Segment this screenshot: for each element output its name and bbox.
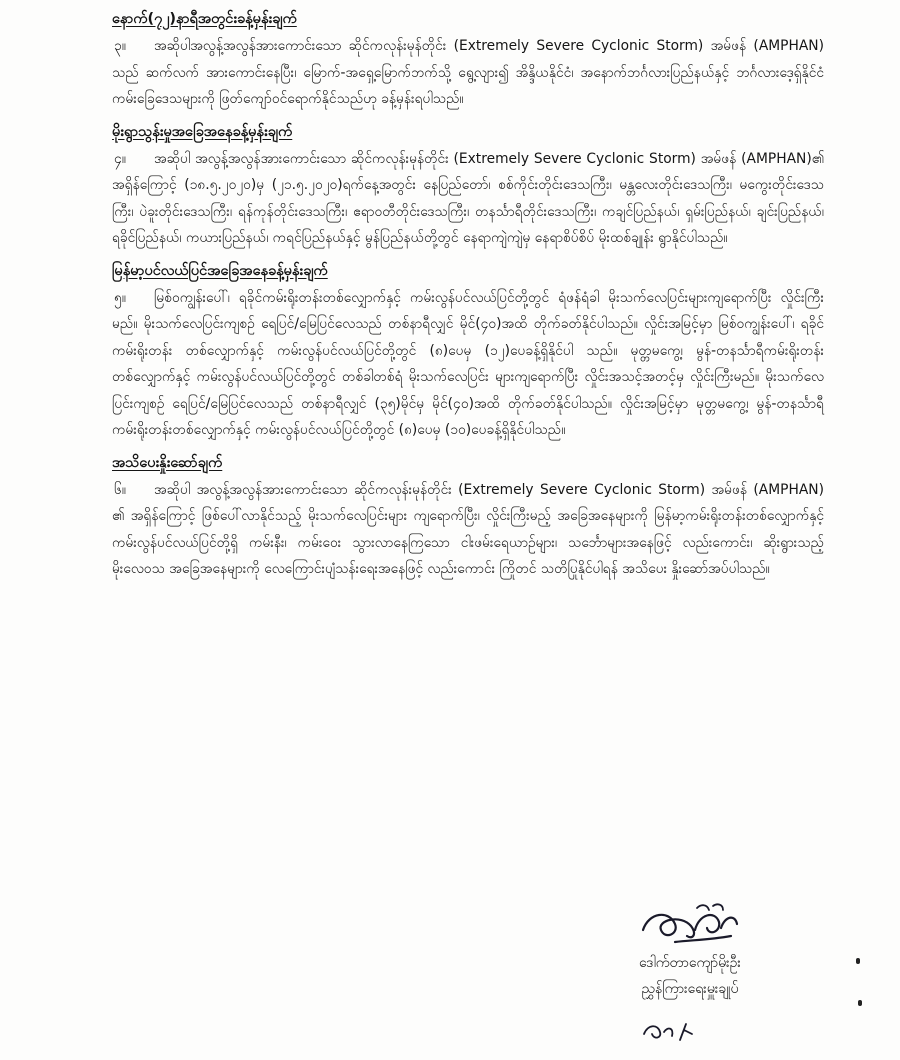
paragraph-4 xyxy=(112,146,824,252)
signature-block xyxy=(560,900,820,1002)
section-sea-forecast xyxy=(112,260,824,444)
paragraph-number: ၆။ xyxy=(114,481,126,498)
paragraph-number: ၃။ xyxy=(114,38,126,54)
paragraph-text: မြစ်ဝကျွန်းပေါ်၊ ရခိုင်ကမ်းရိုးတန်းတစ်လျှောက်နှင့် ကမ်းလွန်ပင်လယ်ပြင်တို့တွင် ရံဖန်ရံခါ မိုးသက်လေပြင်းများကျရောက်ပြီး လှိုင်းကြီးမည်။ မိုးသက်လေပြင်းကျစဉ် ရေပြင်/မြေပြင်လေသည် တစ်နာရီလျှင် မိုင်(၄၀)အထိ တိုက်ခတ်နိုင်ပါသည်။ လှိုင်းအမြင့်မှာ မြစ်ဝကျွန်းပေါ်၊ ရခိုင်ကမ်းရိုးတန်း တစ်လျှောက်နှင့် ကမ်းလွန်ပင်လယ်ပြင်တို့တွင် (၈)ပေမှ (၁၂)ပေခန့်ရှိနိုင်ပါ သည်။ မုတ္တမကွေ့၊ မွန်-တနင်္သာရီကမ်းရိုးတန်းတစ်လျှောက်နှင့် ကမ်းလွန်ပင်လယ်ပြင်တို့တွင် တစ်ခါတစ်ရံ မိုးသက်လေပြင်း များကျရောက်ပြီး လှိုင်းအသင့်အတင့်မှ လှိုင်းကြီးမည်။ မိုးသက်လေပြင်းကျစဉ် ရေပြင်/မြေပြင်လေသည် တစ်နာရီလျှင် (၃၅)မိုင်မှ မိုင်(၄၀)အထိ တိုက်ခတ်နိုင်ပါသည်။ လှိုင်းအမြင့်မှာ မုတ္တမကွေ့၊ မွန်-တနင်္သာရီ ကမ်းရိုးတန်းတစ်လျှောက်နှင့် ကမ်းလွန်ပင်လယ်ပြင်တို့တွင် (၈)ပေမှ (၁၀)ပေခန့်ရှိနိုင်ပါသည်။ xyxy=(112,289,824,438)
handwritten-signature xyxy=(635,900,745,950)
paragraph-6 xyxy=(112,477,824,583)
paragraph-number: ၅။ xyxy=(114,289,126,306)
paragraph-text: အဆိုပါအလွန့်အလွန်အားကောင်းသော ဆိုင်ကလုန်းမုန်တိုင်း (Extremely Severe Cyclonic Storm) အမ်ဖန် (AMPHAN) သည် ဆက်လက် အားကောင်းနေပြီး၊ မြောက်-အရှေ့မြောက်ဘက်သို့ ရွေ့လျား၍ အိန္ဒိယနိုင်ငံ၊ အနောက်ဘင်္ဂလားပြည်နယ်နှင့် ဘင်္ဂလားဒေ့ရှ်နိုင်ငံ ကမ်းခြေဒေသများကို ဖြတ်ကျော်ဝင်ရောက်နိုင်သည်ဟု ခန့်မှန်းရပါသည်။ xyxy=(112,38,824,107)
signatory-name: ဒေါက်တာကျော်မိုးဦး xyxy=(638,955,741,971)
paragraph-text: အဆိုပါ အလွန့်အလွန်အားကောင်းသော ဆိုင်ကလုန်းမုန်တိုင်း (Extremely Severe Cyclonic Storm) အမ်ဖန် (AMPHAN)၏ အရှိန်ကြောင့် (၁၈.၅.၂၀၂၀)မှ (၂၁.၅.၂၀၂၀)ရက်နေ့အတွင်း နေပြည်တော်၊ စစ်ကိုင်းတိုင်းဒေသကြီး၊ မန္တလေးတိုင်းဒေသကြီး၊ မကွေးတိုင်းဒေသကြီး၊ ပဲခူးတိုင်းဒေသကြီး၊ ရန်ကုန်တိုင်းဒေသကြီး၊ ဧရာဝတီတိုင်းဒေသကြီး၊ တနင်္သာရီတိုင်းဒေသကြီး၊ ကချင်ပြည်နယ်၊ ရှမ်းပြည်နယ်၊ ချင်းပြည်နယ်၊ ရခိုင်ပြည်နယ်၊ ကယားပြည်နယ်၊ ကရင်ပြည်နယ်နှင့် မွန်ပြည်နယ်တို့တွင် နေရာကျဲကျဲမှ နေရာစိပ်စိပ် မိုးထစ်ချုန်း ရွာနိုင်ပါသည်။ xyxy=(112,150,824,246)
signatory-title: ညွှန်ကြားရေးမှူးချုပ် xyxy=(641,981,739,997)
section-heading: မြန်မာ့ပင်လယ်ပြင်အခြေအနေခန့်မှန်းချက် xyxy=(112,262,328,279)
section-warning xyxy=(112,452,824,583)
section-heading: နောက်(၇၂)နာရီအတွင်းခန့်မှန်းချက် xyxy=(112,11,297,27)
section-heading: မိုးရွာသွန်းမှုအခြေအနေခန့်မှန်းချက် xyxy=(112,123,293,140)
document-body xyxy=(112,8,824,591)
section-rainfall-forecast xyxy=(112,121,824,252)
section-72-hour-forecast xyxy=(112,8,824,113)
section-heading: အသိပေးနှိုးဆော်ချက် xyxy=(112,454,223,471)
scan-mark xyxy=(858,1000,862,1006)
paragraph-text: အဆိုပါ အလွန့်အလွန်အားကောင်းသော ဆိုင်ကလုန်းမုန်တိုင်း (Extremely Severe Cyclonic Storm) အမ်ဖန် (AMPHAN) ၏ အရှိန်ကြောင့် ဖြစ်ပေါ်လာနိုင်သည့် မိုးသက်လေပြင်းများ ကျရောက်ပြီး၊ လှိုင်းကြီးမည့် အခြေအနေများကို မြန်မာ့ကမ်းရိုးတန်းတစ်လျှောက်နှင့် ကမ်းလွန်ပင်လယ်ပြင်တို့ရှိ ကမ်းနီး၊ ကမ်းဝေး သွားလာနေကြသော ငါးဖမ်းရေယာဉ်များ၊ သင်္ဘောများအနေဖြင့် လည်းကောင်း၊ ဆိုးရွားသည့် မိုးလေဝသ အခြေအနေများကို လေကြောင်းပျံသန်းရေးအနေဖြင့် လည်းကောင်း ကြိုတင် သတိပြုနိုင်ပါရန် အသိပေး နှိုးဆော်အပ်ပါသည်။ xyxy=(112,481,824,577)
paragraph-number: ၄။ xyxy=(114,150,126,167)
scan-mark xyxy=(856,958,860,964)
paragraph-5 xyxy=(112,285,824,444)
handwritten-initials xyxy=(640,1016,700,1046)
paragraph-3 xyxy=(112,33,824,113)
